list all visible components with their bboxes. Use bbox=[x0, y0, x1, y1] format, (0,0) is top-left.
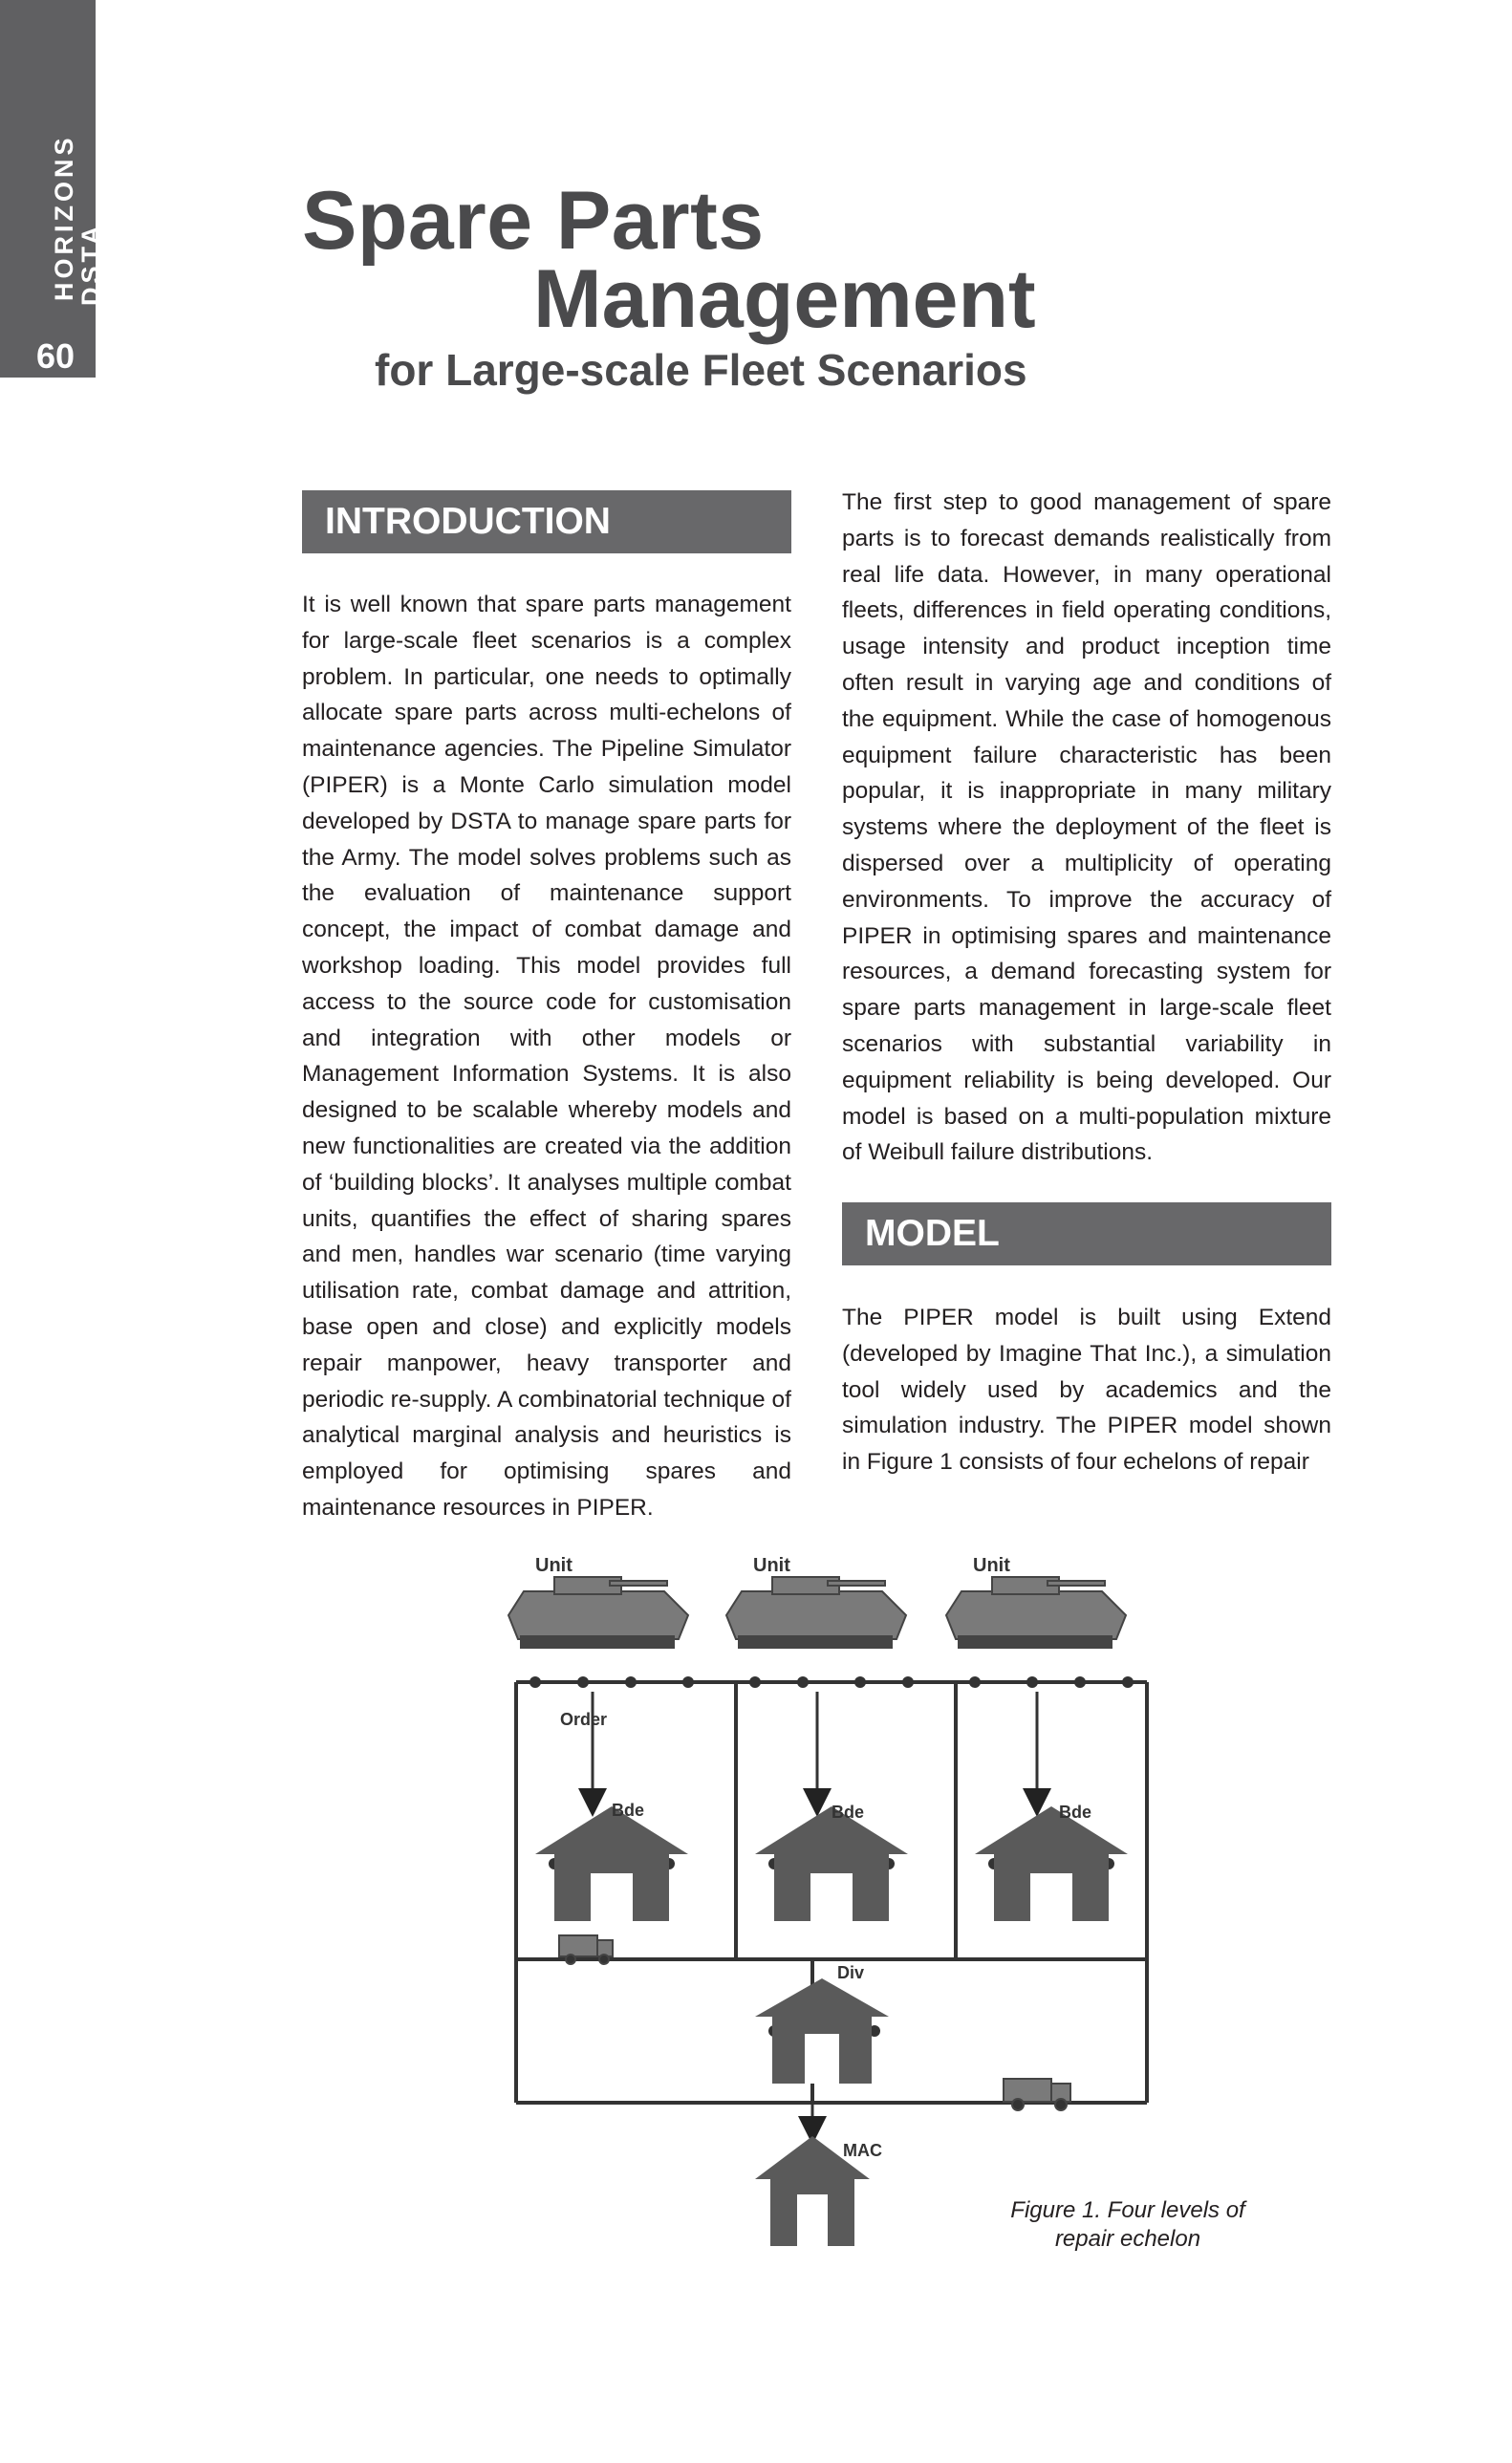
model-body bbox=[842, 1300, 1331, 1480]
tank-unit-1 bbox=[508, 1577, 688, 1648]
tank-unit-3 bbox=[946, 1577, 1126, 1648]
bde-house-3 bbox=[975, 1806, 1128, 1921]
introduction-paragraph: It is well known that spare parts management for large-scale fleet scenarios is a complex problem. In particular, one needs to optimally allocate spare parts across multi-echelons of maintenance agencies. The Pipeline Simulator (PIPER) is a Monte Carlo simulation model developed by DSTA to manage spare parts for the Army. The model solves problems such as the evaluation of maintenance support concept, the impact of combat damage and workshop loading. This model provides full access to the source code for customisation and integration with other models or Management Information Systems. It is also designed to be scalable whereby models and new functionalities are created via the addition of ‘building blocks’. It analyses multiple combat units, quantifies the effect of sharing spares and men, handles war scenario (time varying utilisation rate, combat damage and attrition, base open and close) and explicitly models repair manpower, heavy transporter and periodic re-supply. A combinatorial technique of analytical marginal analysis and heuristics is employed for optimising spares and maintenance resources in PIPER. bbox=[302, 592, 791, 1521]
mac-label: MAC bbox=[843, 2141, 882, 2160]
tank-unit-2 bbox=[726, 1577, 906, 1648]
bde-house-1 bbox=[535, 1806, 688, 1921]
bde-house-2 bbox=[755, 1806, 908, 1921]
unit-label-2: Unit bbox=[753, 1555, 790, 1576]
order-label: Order bbox=[560, 1710, 608, 1729]
introduction-heading: INTRODUCTION bbox=[302, 490, 791, 553]
bde-label-1: Bde bbox=[612, 1801, 645, 1820]
bde-label-2: Bde bbox=[832, 1803, 865, 1822]
page-title-line1: Spare Parts bbox=[302, 175, 765, 267]
journal-name bbox=[50, 57, 117, 306]
page-subtitle: for Large-scale Fleet Scenarios bbox=[375, 345, 1027, 395]
unit-label-1: Unit bbox=[535, 1555, 572, 1576]
div-house bbox=[755, 1978, 889, 2084]
repair-echelon-figure bbox=[497, 1548, 1166, 2265]
figure-caption bbox=[994, 2196, 1262, 2254]
journal-name-line2: HORIZONS bbox=[50, 134, 78, 301]
journal-name-line1: DSTA bbox=[76, 222, 105, 306]
div-label: Div bbox=[837, 1963, 865, 1982]
page-number: 60 bbox=[36, 336, 76, 376]
figure-caption-line2: repair echelon bbox=[1054, 2226, 1201, 2252]
model-heading: MODEL bbox=[842, 1202, 1331, 1265]
truck-icon bbox=[1004, 2079, 1070, 2110]
unit-label-3: Unit bbox=[973, 1555, 1010, 1576]
introduction-body bbox=[302, 587, 791, 1526]
page-title-line2: Management bbox=[533, 253, 1036, 345]
forecast-paragraph: The first step to good management of spare parts is to forecast demands realistically from real life data. However, in many operational fleets, differences in field operating conditions, usage intensity and product inception time often result in varying age and conditions of the equipment. While the case of homogenous equipment failure characteristic has been popular, it is inappropriate in many military systems where the deployment of the fleet is dispersed over a multiplicity of operating environments. To improve the accuracy of PIPER in optimising spares and maintenance resources, a demand forecasting system for spare parts management in large-scale fleet scenarios with substantial variability in equipment reliability is being developed. Our model is based on a multi-population mixture of Weibull failure distributions. bbox=[842, 489, 1331, 1166]
forecast-body bbox=[842, 485, 1331, 1171]
bde-label-3: Bde bbox=[1059, 1803, 1092, 1822]
figure-caption-line1: Figure 1. Four levels of bbox=[1010, 2197, 1245, 2223]
model-paragraph: The PIPER model is built using Extend (developed by Imagine That Inc.), a simulation tool widely used by academics and the simulation industry. The PIPER model shown in Figure 1 consists of four echelons of repair bbox=[842, 1305, 1331, 1476]
